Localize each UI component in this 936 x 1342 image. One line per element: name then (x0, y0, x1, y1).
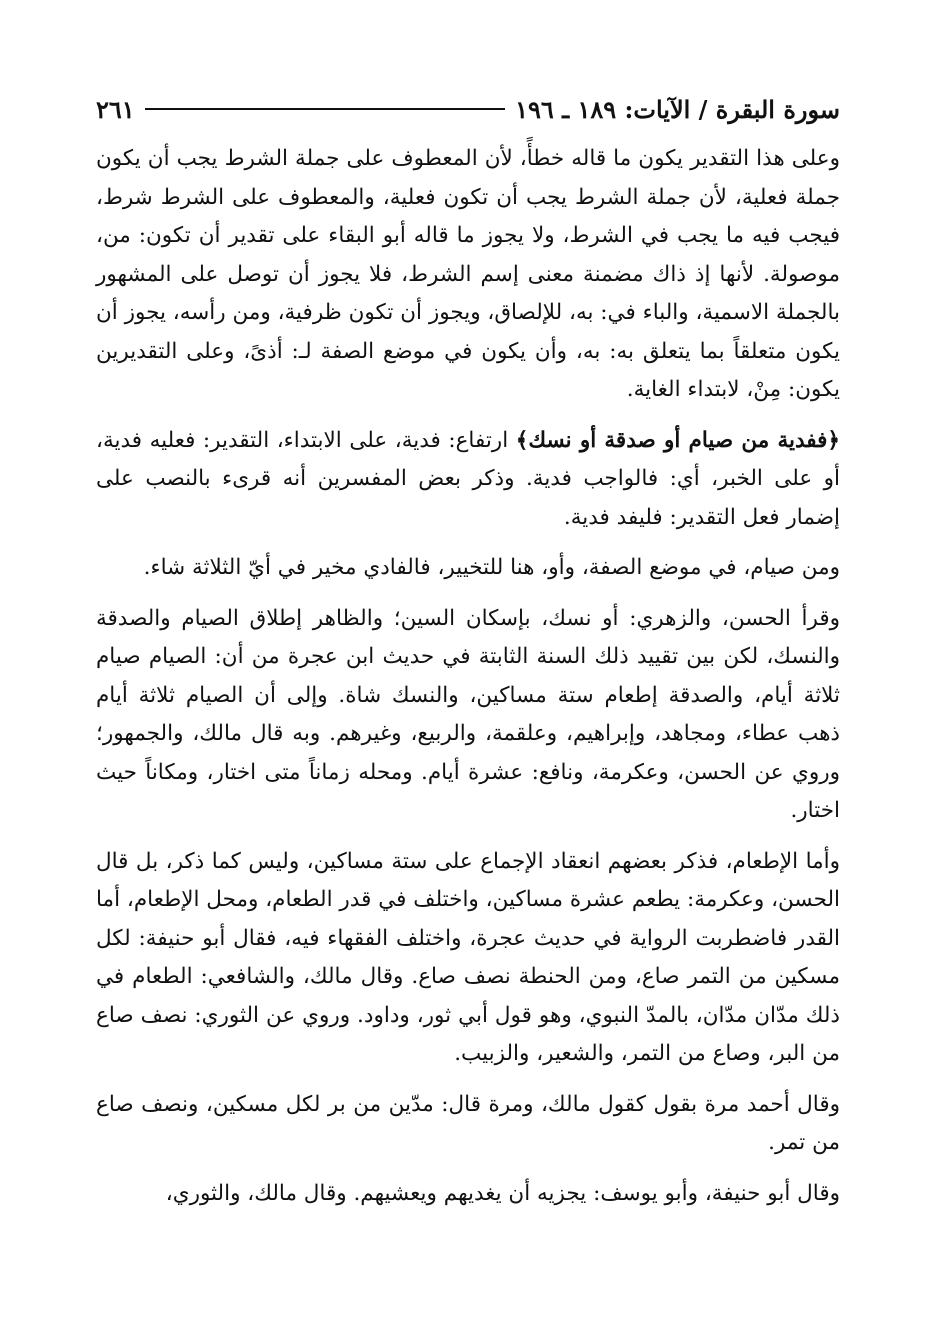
paragraph (96, 843, 840, 1074)
header-rule (145, 108, 505, 110)
paragraph-text: وقال أبو حنيفة، وأبو يوسف: يجزيه أن يغديهم ويعشيهم. وقال مالك، والثوري، (165, 1180, 840, 1206)
paragraph-text: ارتفاع: فدية، على الابتداء، التقدير: فعليه فدية، أو على الخبر، أي: فالواجب فدية. وذكر بعض المفسرين أنه قرىء بالنصب على إضمار فعل التقدير: فليفد فدية. (96, 427, 840, 530)
main-text (96, 140, 840, 1225)
paragraph-text: ومن صيام، في موضع الصفة، وأو، هنا للتخيير، فالفادي مخير في أيّ الثلاثة شاء. (143, 555, 840, 580)
paragraph-text: وعلى هذا التقدير يكون ما قاله خطأً، لأن المعطوف على جملة الشرط يجب أن يكون جملة فعلية، لأن جملة الشرط يجب أن تكون فعلية، والمعطوف على الشرط شرط، فيجب فيه ما يجب في الشرط، ولا يجوز ما قاله أبو البقاء على تقدير أن تكون: من، موصولة. لأنها إذ ذاك مضمنة معنى إسم الشرط، فلا يجوز أن توصل على المشهور بالجملة الاسمية، والباء في: به، للإلصاق، ويجوز أن تكون ظرفية، ومن رأسه، يجوز أن يكون متعلقاً بما يتعلق به: به، وأن يكون في موضع الصفة لـ: أذىً، وعلى التقديرين يكون: مِنْ، لابتداء الغاية. (96, 146, 840, 402)
paragraph (96, 549, 840, 588)
paragraph-text: وأما الإطعام، فذكر بعضهم انعقاد الإجماع على ستة مساكين، وليس كما ذكر، بل قال الحسن، وعكرمة: يطعم عشرة مساكين، واختلف في قدر الطعام، ومحل الإطعام، أما القدر فاضطربت الرواية في حديث عجرة، واختلف الفقهاء فيه، فقال أبو حنيفة: لكل مسكين من التمر صاع، ومن الحنطة نصف صاع. وقال مالك، والشافعي: الطعام في ذلك مدّان مدّان، بالمدّ النبوي، وهو قول أبي ثور، وداود. وروي عن الثوري: نصف صاع من البر، وصاع من التمر، والشعير، والزبيب. (96, 848, 840, 1066)
page-number: ٢٦١ (96, 94, 135, 124)
paragraph (96, 1086, 840, 1163)
paragraph (96, 1175, 840, 1214)
paragraph (96, 140, 840, 410)
paragraph-text: وقرأ الحسن، والزهري: أو نسك، بإسكان السين؛ والظاهر إطلاق الصيام والصدقة والنسك، لكن بين تقييد ذلك السنة الثابتة في حديث ابن عجرة من أن: الصيام صيام ثلاثة أيام، والصدقة إطعام ستة مساكين، والنسك شاة. وإلى أن الصيام ثلاثة أيام ذهب عطاء، ومجاهد، وإبراهيم، وعلقمة، والربيع، وغيرهم. وبه قال مالك، والجمهور؛ وروي عن الحسن، وعكرمة، ونافع: عشرة أيام. ومحله زماناً متى اختار، ومكاناً حيث اختار. (96, 605, 840, 823)
paragraph (96, 422, 840, 538)
header-title: سورة البقرة / الآيات: ١٨٩ ـ ١٩٦ (515, 94, 840, 124)
running-header (96, 92, 840, 126)
paragraph (96, 600, 840, 831)
quran-verse: ﴿ففدية من صيام أو صدقة أو نسك﴾ (515, 427, 840, 453)
paragraph-text: وقال أحمد مرة بقول كقول مالك، ومرة قال: مدّين من بر لكل مسكين، ونصف صاع من تمر. (96, 1091, 840, 1155)
